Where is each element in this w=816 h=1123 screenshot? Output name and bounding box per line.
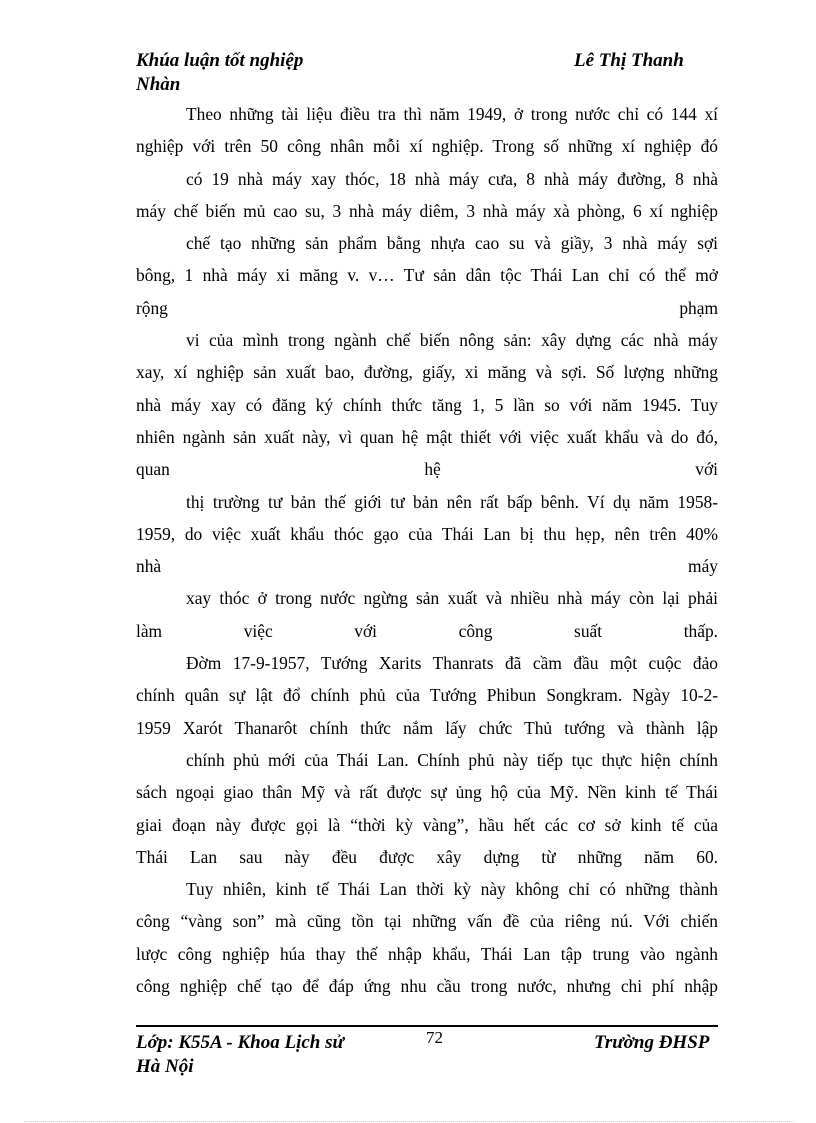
body-line: Theo những tài liệu điều tra thì năm 1949, ở trong nước chỉ có 144 xí (186, 104, 718, 124)
body-line: 1959, do việc xuất khẩu thóc gạo của Thái Lan bị thu hẹp, nên trên 40% (136, 523, 718, 544)
footer-class-faculty: Lớp: K55A - Khoa Lịch sử (136, 1032, 344, 1053)
body-line: Tuy nhiên, kinh tế Thái Lan thời kỳ này không chỉ có những thành (186, 879, 718, 900)
body-line: xay thóc ở trong nước ngừng sản xuất và nhiều nhà máy còn lại phải (186, 588, 718, 609)
body-line: quan hệ với (136, 459, 718, 480)
footer-city: Hà Nội (136, 1056, 194, 1077)
body-line: chính quân sự lật đổ chính phủ của Tướng Phibun Songkram. Ngày 10-2- (136, 685, 718, 706)
body-line: nhà máy xay có đăng ký chính thức tăng 1, 5 lần so với năm 1945. Tuy (136, 394, 718, 415)
header-author-name: Lê Thị Thanh (574, 50, 684, 71)
body-line: máy chế biến mủ cao su, 3 nhà máy diêm, 3 nhà máy xà phòng, 6 xí nghiệp (136, 200, 718, 221)
body-line: 1959 Xarót Thanarôt chính thức nắm lấy chức Thủ tướng và thành lập (136, 717, 718, 738)
body-line: chế tạo những sản phẩm bằng nhựa cao su và giầy, 3 nhà máy sợi (186, 233, 718, 254)
page-number: 72 (426, 1028, 443, 1047)
body-line: nhà máy (136, 556, 718, 577)
body-line: sách ngoại giao thân Mỹ và rất được sự ủng hộ của Mỹ. Nền kinh tế Thái (136, 782, 718, 803)
body-line: nhiên ngành sản xuất này, vì quan hệ mật thiết với việc xuất khẩu và do đó, (136, 426, 718, 447)
header-author-name-continued: Nhàn (136, 74, 181, 95)
body-line: nghiệp với trên 50 công nhân mỗi xí nghiệp. Trong số những xí nghiệp đó (136, 136, 718, 157)
body-line: bông, 1 nhà máy xi măng v. v… Tư sản dân tộc Thái Lan chỉ có thể mở (136, 265, 718, 286)
body-line: làm việc với công suất thấp. (136, 620, 718, 641)
body-line: công “vàng son” mà cũng tồn tại những vấn đề của riêng nú. Với chiến (136, 911, 718, 932)
body-text (136, 98, 718, 1002)
header-thesis-title: Khúa luận tốt nghiệp (136, 50, 304, 71)
body-line: Thái Lan sau này đều được xây dựng từ những năm 60. (136, 846, 718, 867)
page-bottom-dotted-edge (24, 1121, 794, 1122)
body-line: vi của mình trong ngành chế biến nông sản: xây dựng các nhà máy (186, 330, 718, 351)
body-line: Đờm 17-9-1957, Tướng Xarits Thanrats đã cầm đầu một cuộc đảo (186, 653, 718, 674)
footer-university: Trường ĐHSP (594, 1032, 710, 1053)
body-line: xay, xí nghiệp sản xuất bao, đường, giấy, xi măng và sợi. Số lượng những (136, 362, 718, 383)
body-line: lược công nghiệp húa thay thế nhập khẩu, Thái Lan tập trung vào ngành (136, 943, 718, 964)
body-line: chính phủ mới của Thái Lan. Chính phủ này tiếp tục thực hiện chính (186, 749, 718, 770)
body-line: giai đoạn này được gọi là “thời kỳ vàng”, hầu hết các cơ sở kinh tế của (136, 814, 718, 835)
body-line: thị trường tư bản thế giới tư bản nên rất bấp bênh. Ví dụ năm 1958- (186, 491, 718, 512)
body-line: rộng phạm (136, 297, 718, 318)
body-line: có 19 nhà máy xay thóc, 18 nhà máy cưa, 8 nhà máy đường, 8 nhà (186, 168, 718, 189)
body-line: công nghiệp chế tạo để đáp ứng nhu cầu trong nước, nhưng chi phí nhập (136, 976, 718, 997)
